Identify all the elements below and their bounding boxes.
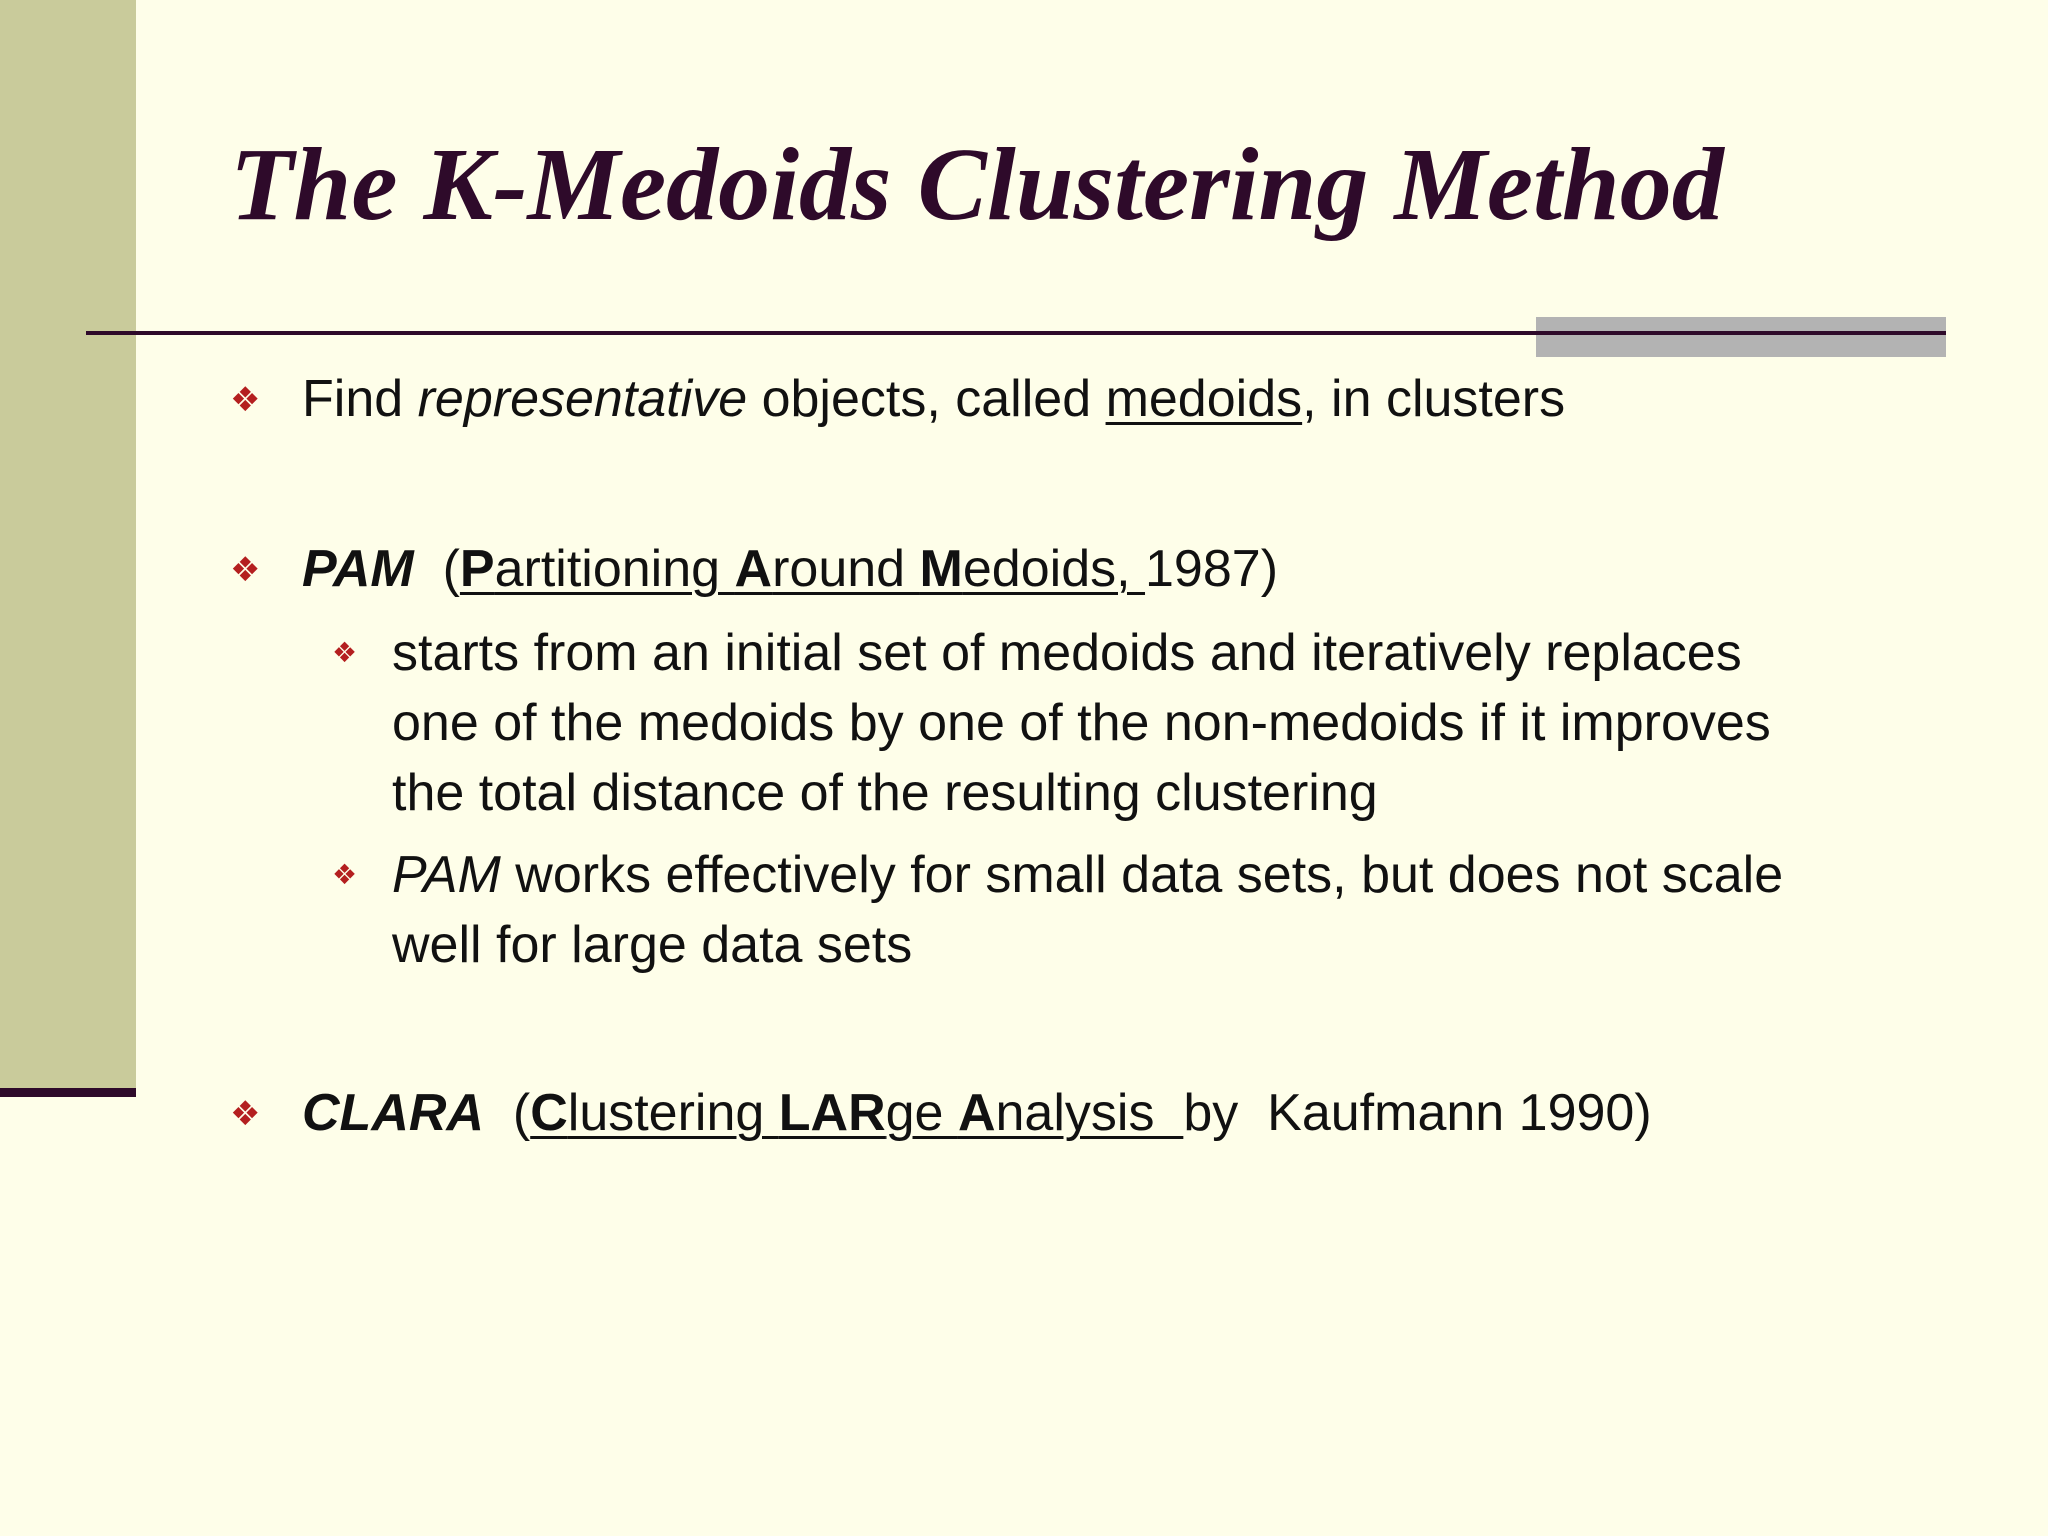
diamond-bullet-icon: ❖ (332, 858, 358, 891)
diamond-bullet-icon: ❖ (230, 380, 261, 420)
slide-title: The K-Medoids Clustering Method (230, 127, 1724, 242)
bullet-text: Find representative objects, called medoids, in clusters (302, 370, 1566, 428)
left-sidebar-rule (0, 1088, 136, 1097)
sub-bullet-text: starts from an initial set of medoids and iteratively replaces one of the medoids by one of the non-medoids if it improves the total distance of the resulting clustering (392, 624, 1771, 822)
title-divider (86, 331, 1946, 335)
diamond-bullet-icon: ❖ (332, 636, 358, 669)
sub-bullet-pam-algorithm (332, 618, 1771, 828)
diamond-bullet-icon: ❖ (230, 1094, 261, 1134)
diamond-bullet-icon: ❖ (230, 550, 261, 590)
left-sidebar-band (0, 0, 136, 1088)
sub-bullet-pam-scaling (332, 840, 1783, 980)
bullet-text: PAM (Partitioning Around Medoids, 1987) (302, 540, 1279, 598)
title-accent-bar (1536, 317, 1946, 357)
bullet-representative-objects (230, 366, 1565, 434)
bullet-pam (230, 536, 1278, 604)
bullet-clara (230, 1080, 1652, 1148)
sub-bullet-text: PAM works effectively for small data sets, but does not scale well for large data sets (392, 846, 1784, 974)
bullet-text: CLARA (Clustering LARge Analysis by Kaufmann 1990) (302, 1084, 1652, 1142)
